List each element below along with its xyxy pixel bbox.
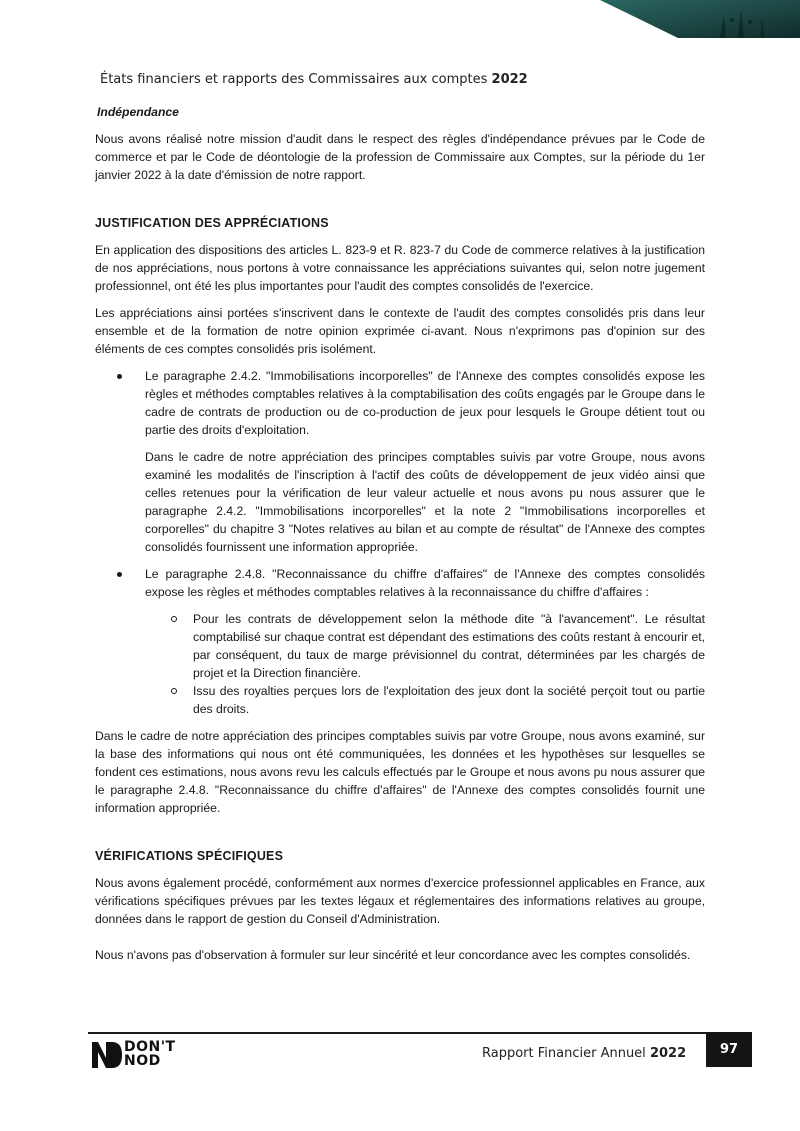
running-header xyxy=(100,72,528,87)
bullet-icon xyxy=(117,374,122,379)
sub-bullet-1-text: Pour les contrats de développement selon la méthode dite "à l'avancement". Le résultat comptabilisé sur chaque contrat est dépendant des estimations des coûts restant à encourir et, par conséquent, du taux de marge prévisionnel du contrat, déterminées par les chargés de projet et la Direction financière. xyxy=(193,612,705,680)
running-header-title: États financiers et rapports des Commissaires aux comptes xyxy=(100,72,488,87)
footer-report-title xyxy=(482,1046,686,1061)
bullet-1-followup: Dans le cadre de notre appréciation des principes comptables suivis par votre Groupe, nous avons examiné les modalités de l'inscription à l'actif des coûts de développement de jeux vidéo ainsi que celles retenues pour la vérification de leur valeur actuelle et nous avons pu nous assurer que le paragraphe 2.4.2. "Immobilisations incorporelles" et la note 2 "Immobilisations incorporelles et corporelles" du chapitre 3 "Notes relatives au bilan et au compte de résultat" de l'Annexe des comptes consolidés fournissent une information appropriée. xyxy=(145,450,705,554)
justification-paragraph-3: Dans le cadre de notre appréciation des principes comptables suivis par votre Groupe, nous avons examiné, sur la base des informations qui nous ont été communiquées, les données et les hypothèses sur lesquelles se fondent ces estimations, nous avons revu les calculs effectués par le Groupe et nous avons pu nous assurer que le paragraphe 2.4.8. "Reconnaissance du chiffre d'affaires" de l'Annexe des comptes consolidés fournit une information appropriée. xyxy=(95,729,705,815)
justification-title: JUSTIFICATION DES APPRÉCIATIONS xyxy=(95,216,329,230)
list-item xyxy=(145,682,705,718)
circle-bullet-icon xyxy=(171,616,177,622)
header-banner-image xyxy=(600,0,800,38)
bullet-icon xyxy=(117,572,122,577)
page-number: 97 xyxy=(706,1032,752,1067)
bullet-1-text: Le paragraphe 2.4.2. "Immobilisations incorporelles" de l'Annexe des comptes consolidés expose les règles et méthodes comptables relatives à la comptabilisation des coûts engagés par le Groupe dans le cadre de contrats de production ou de co-production de jeux pour lesquels le Groupe détient tout ou partie des droits d'exploitation. xyxy=(145,369,705,437)
list-item xyxy=(95,565,705,718)
circle-bullet-icon xyxy=(171,688,177,694)
footer-report-year: 2022 xyxy=(649,1046,687,1061)
bullet-2-text: Le paragraphe 2.4.8. "Reconnaissance du chiffre d'affaires" de l'Annexe des comptes consolidés expose les règles et méthodes comptables relatives à la reconnaissance du chiffre d'affaires : xyxy=(145,567,705,599)
list-item xyxy=(95,367,705,556)
list-item xyxy=(145,610,705,682)
justification-paragraph-1: En application des dispositions des articles L. 823-9 et R. 823-7 du Code de commerce relatives à la justification de nos appréciations, nous portons à votre connaissance les appréciations suivantes qui, selon notre jugement professionnel, ont été les plus importantes pour l'audit des comptes consolidés de l'exercice. xyxy=(95,243,705,293)
footer-report-label: Rapport Financier Annuel xyxy=(482,1046,646,1061)
page-content xyxy=(95,103,705,964)
independence-paragraph: Nous avons réalisé notre mission d'audit dans le respect des règles d'indépendance prévues par le Code de commerce et par le Code de déontologie de la profession de Commissaire aux Comptes, sur la période du 1er janvier 2022 à la date d'émission de notre rapport. xyxy=(95,132,705,182)
verifications-title: VÉRIFICATIONS SPÉCIFIQUES xyxy=(95,849,284,863)
revenue-sublist xyxy=(145,610,705,718)
footer-divider xyxy=(88,1032,752,1034)
logo-line-2: NOD xyxy=(124,1053,161,1069)
logo-wordmark xyxy=(124,1040,176,1068)
independence-heading: Indépendance xyxy=(97,105,179,119)
verifications-paragraph-2: Nous n'avons pas d'observation à formuler sur leur sincérité et leur concordance avec les comptes consolidés. xyxy=(95,948,691,962)
justification-paragraph-2: Les appréciations ainsi portées s'inscrivent dans le contexte de l'audit des comptes consolidés pris dans leur ensemble et de la formation de notre opinion exprimée ci-avant. Nous n'exprimons pas d'opinion sur des éléments de ces comptes consolidés pris isolément. xyxy=(95,306,705,356)
verifications-paragraph-1: Nous avons également procédé, conformément aux normes d'exercice professionnel applicables en France, aux vérifications spécifiques prévues par les textes légaux et réglementaires des informations relatives au groupe, données dans le rapport de gestion du Conseil d'Administration. xyxy=(95,876,705,926)
sub-bullet-2-text: Issu des royalties perçues lors de l'exploitation des jeux dont la société perçoit tout ou partie des droits. xyxy=(193,684,705,716)
running-header-year: 2022 xyxy=(491,72,528,87)
appreciation-list xyxy=(95,367,705,718)
logo-line-1: DON'T xyxy=(124,1039,176,1055)
